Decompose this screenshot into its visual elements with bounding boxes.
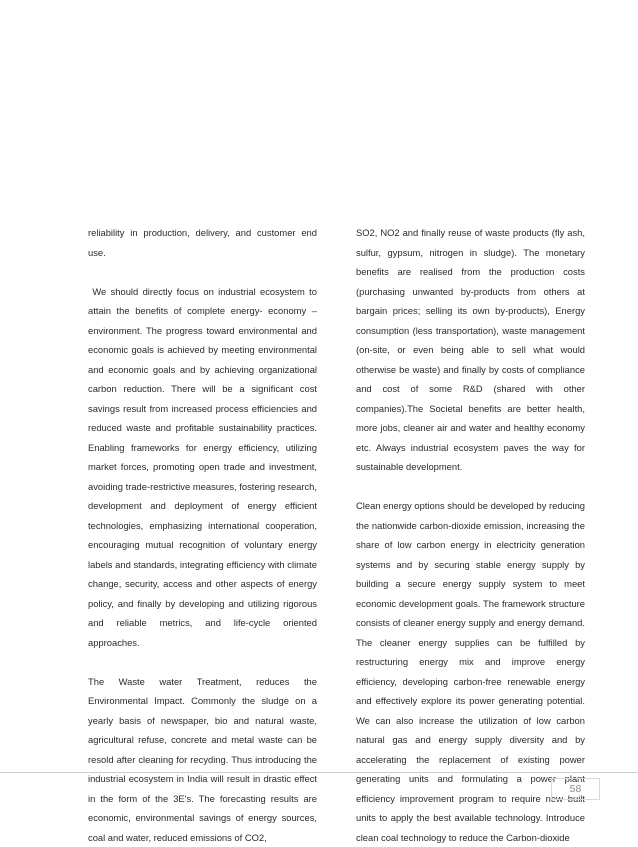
right-text-column xyxy=(356,223,585,847)
paragraph: Clean energy options should be developed by reducing the nationwide carbon-dioxide emission, increasing the share of low carbon energy in electricity generation systems and by securing stable energy supply by building a secure energy supply system to meet economic development goals. The framework structure consists of cleaner energy supply and energy demand. The cleaner energy supplies can be fulfilled by restructuring energy mix and improve energy efficiency, developing carbon-free renewable energy and effectively explore its power generating potential. We can also increase the utilization of low carbon natural gas and energy supply diversity and by accelerating the replacement of existing power generating units and formulating a power plant efficiency improvement program to require new built units to apply the best available technology. Introduce clean coal technology to reduce the Carbon-dioxide xyxy=(356,496,585,847)
paragraph: SO2, NO2 and finally reuse of waste products (fly ash, sulfur, gypsum, nitrogen in sludge). The monetary benefits are realised from the production costs (purchasing unwanted by-products from others at bargain prices; selling its own by-products), Energy consumption (less transportation), waste management (on-site, or even being able to sell what would otherwise be waste) and finally by costs of compliance and cost of some R&D (shared with other companies).The Societal benefits are better health, more jobs, cleaner air and water and healthy economy etc. Always industrial ecosystem paves the way for sustainable development. xyxy=(356,223,585,477)
paragraph: We should directly focus on industrial ecosystem to attain the benefits of complete energy- economy – environment. The progress toward environmental and economic goals is achieved by meeting environmental and economic goals and by achieving organizational carbon reduction. There will be a significant cost savings result from increased process efficiencies and reduced waste and profitable sustainability practices. Enabling frameworks for energy efficiency, utilizing market forces, promoting open trade and investment, avoiding trade-restrictive measures, fostering research, development and deployment of energy efficient technologies, emphasizing international cooperation, encouraging mutual recognition of voluntary energy labels and standards, integrating efficiency with climate change, security, access and other aspects of energy policy, and finally by developing and utilizing rigorous and reliable metrics, and life-cycle oriented approaches. xyxy=(88,282,317,653)
paragraph: reliability in production, delivery, and customer end use. xyxy=(88,223,317,262)
footer-divider xyxy=(0,772,638,773)
left-text-column xyxy=(88,223,317,847)
paragraph: The Waste water Treatment, reduces the Environmental Impact. Commonly the sludge on a yearly basis of newspaper, bio and natural waste, agricultural refuse, concrete and metal waste can be resold after cleaning for recyding. Thus introducing the industrial ecosystem in India will result in drastic effect in the form of the 3E's. The forecasting results are economic, environmental savings of energy sources, coal and water, reduced emissions of CO2, xyxy=(88,672,317,847)
page-number: 58 xyxy=(551,778,600,800)
